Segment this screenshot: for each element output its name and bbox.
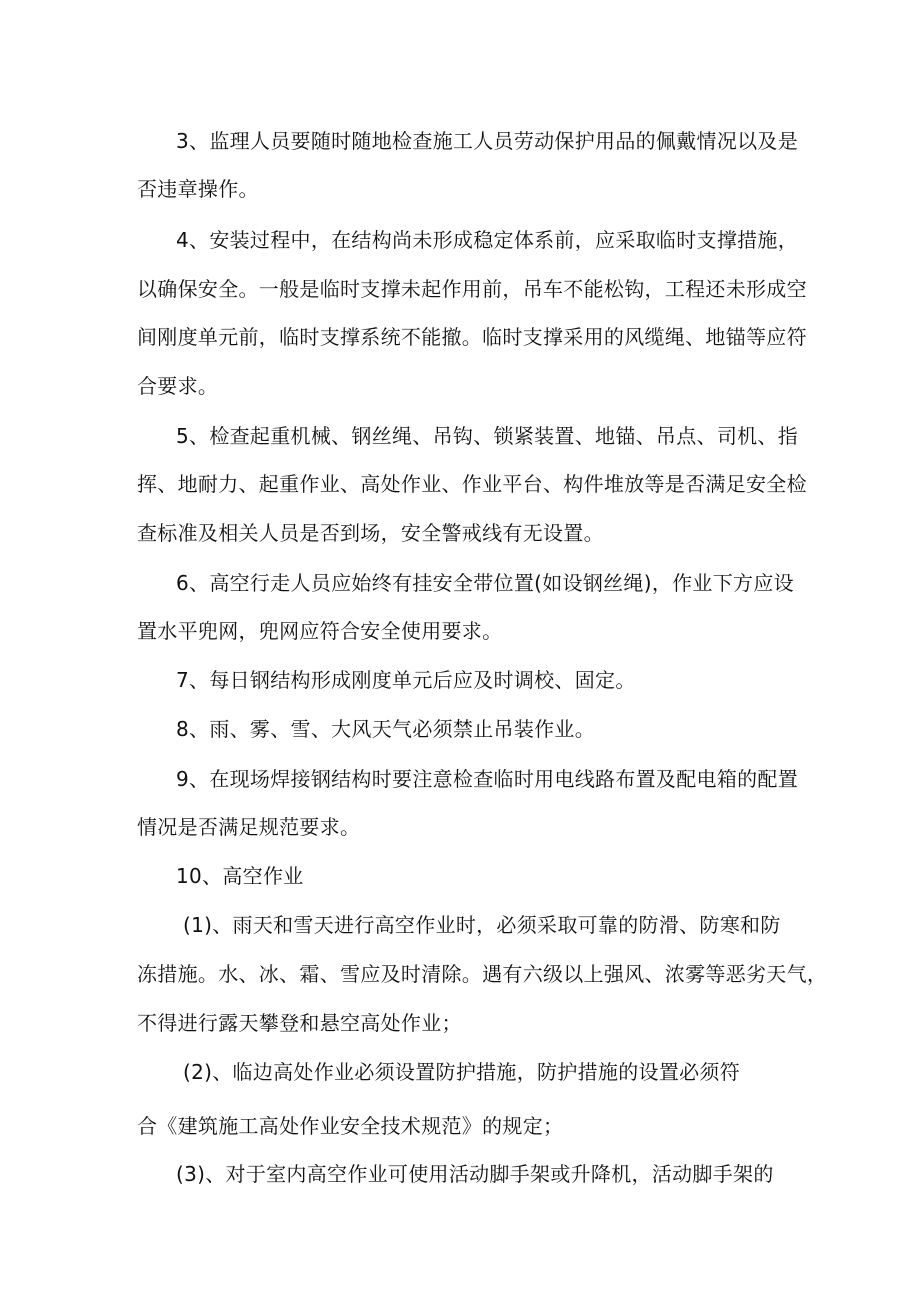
text-line: 挥、地耐力、起重作业、高处作业、作业平台、构件堆放等是否满足安全检: [137, 472, 807, 496]
text-line: 查标准及相关人员是否到场，安全警戒线有无设置。: [137, 521, 604, 545]
text-line: 合要求。: [137, 374, 219, 398]
text-line: 10、高空作业: [176, 864, 304, 888]
text-line: 否违章操作。: [137, 177, 259, 201]
text-line: 7、每日钢结构形成刚度单元后应及时调校、固定。: [176, 668, 636, 692]
text-line: 5、检查起重机械、钢丝绳、吊钩、锁紧装置、地锚、吊点、司机、指: [176, 424, 799, 448]
text-line: 间刚度单元前，临时支撑系统不能撤。临时支撑采用的风缆绳、地锚等应符: [137, 325, 807, 349]
text-line: (2)、临边高处作业必须设置防护措施，防护措施的设置必须符: [183, 1060, 741, 1084]
text-line: 合《建筑施工高处作业安全技术规范》的规定；: [137, 1114, 564, 1138]
text-line: (3)、对于室内高空作业可使用活动脚手架或升降机，活动脚手架的: [176, 1162, 774, 1186]
text-line: 以确保安全。一般是临时支撑未起作用前，吊车不能松钩，工程还未形成空: [137, 277, 807, 301]
text-line: 6、高空行走人员应始终有挂安全带位置(如设钢丝绳)，作业下方应设: [176, 571, 794, 595]
text-line: 9、在现场焊接钢结构时要注意检查临时用电线路布置及配电箱的配置: [176, 767, 799, 791]
text-line: 冻措施。水、冰、霜、雪应及时清除。遇有六级以上强风、浓雾等恶劣天气，: [137, 962, 828, 986]
text-line: (1)、雨天和雪天进行高空作业时，必须采取可靠的防滑、防寒和防: [183, 913, 781, 937]
text-line: 不得进行露天攀登和悬空高处作业；: [137, 1011, 462, 1035]
text-line: 情况是否满足规范要求。: [137, 815, 361, 839]
text-line: 4、安装过程中，在结构尚未形成稳定体系前，应采取临时支撑措施，: [176, 228, 799, 252]
text-line: 8、雨、雾、雪、大风天气必须禁止吊装作业。: [176, 717, 596, 741]
text-line: 3、监理人员要随时随地检查施工人员劳动保护用品的佩戴情况以及是: [176, 129, 799, 153]
text-line: 置水平兜网，兜网应符合安全使用要求。: [137, 619, 503, 643]
